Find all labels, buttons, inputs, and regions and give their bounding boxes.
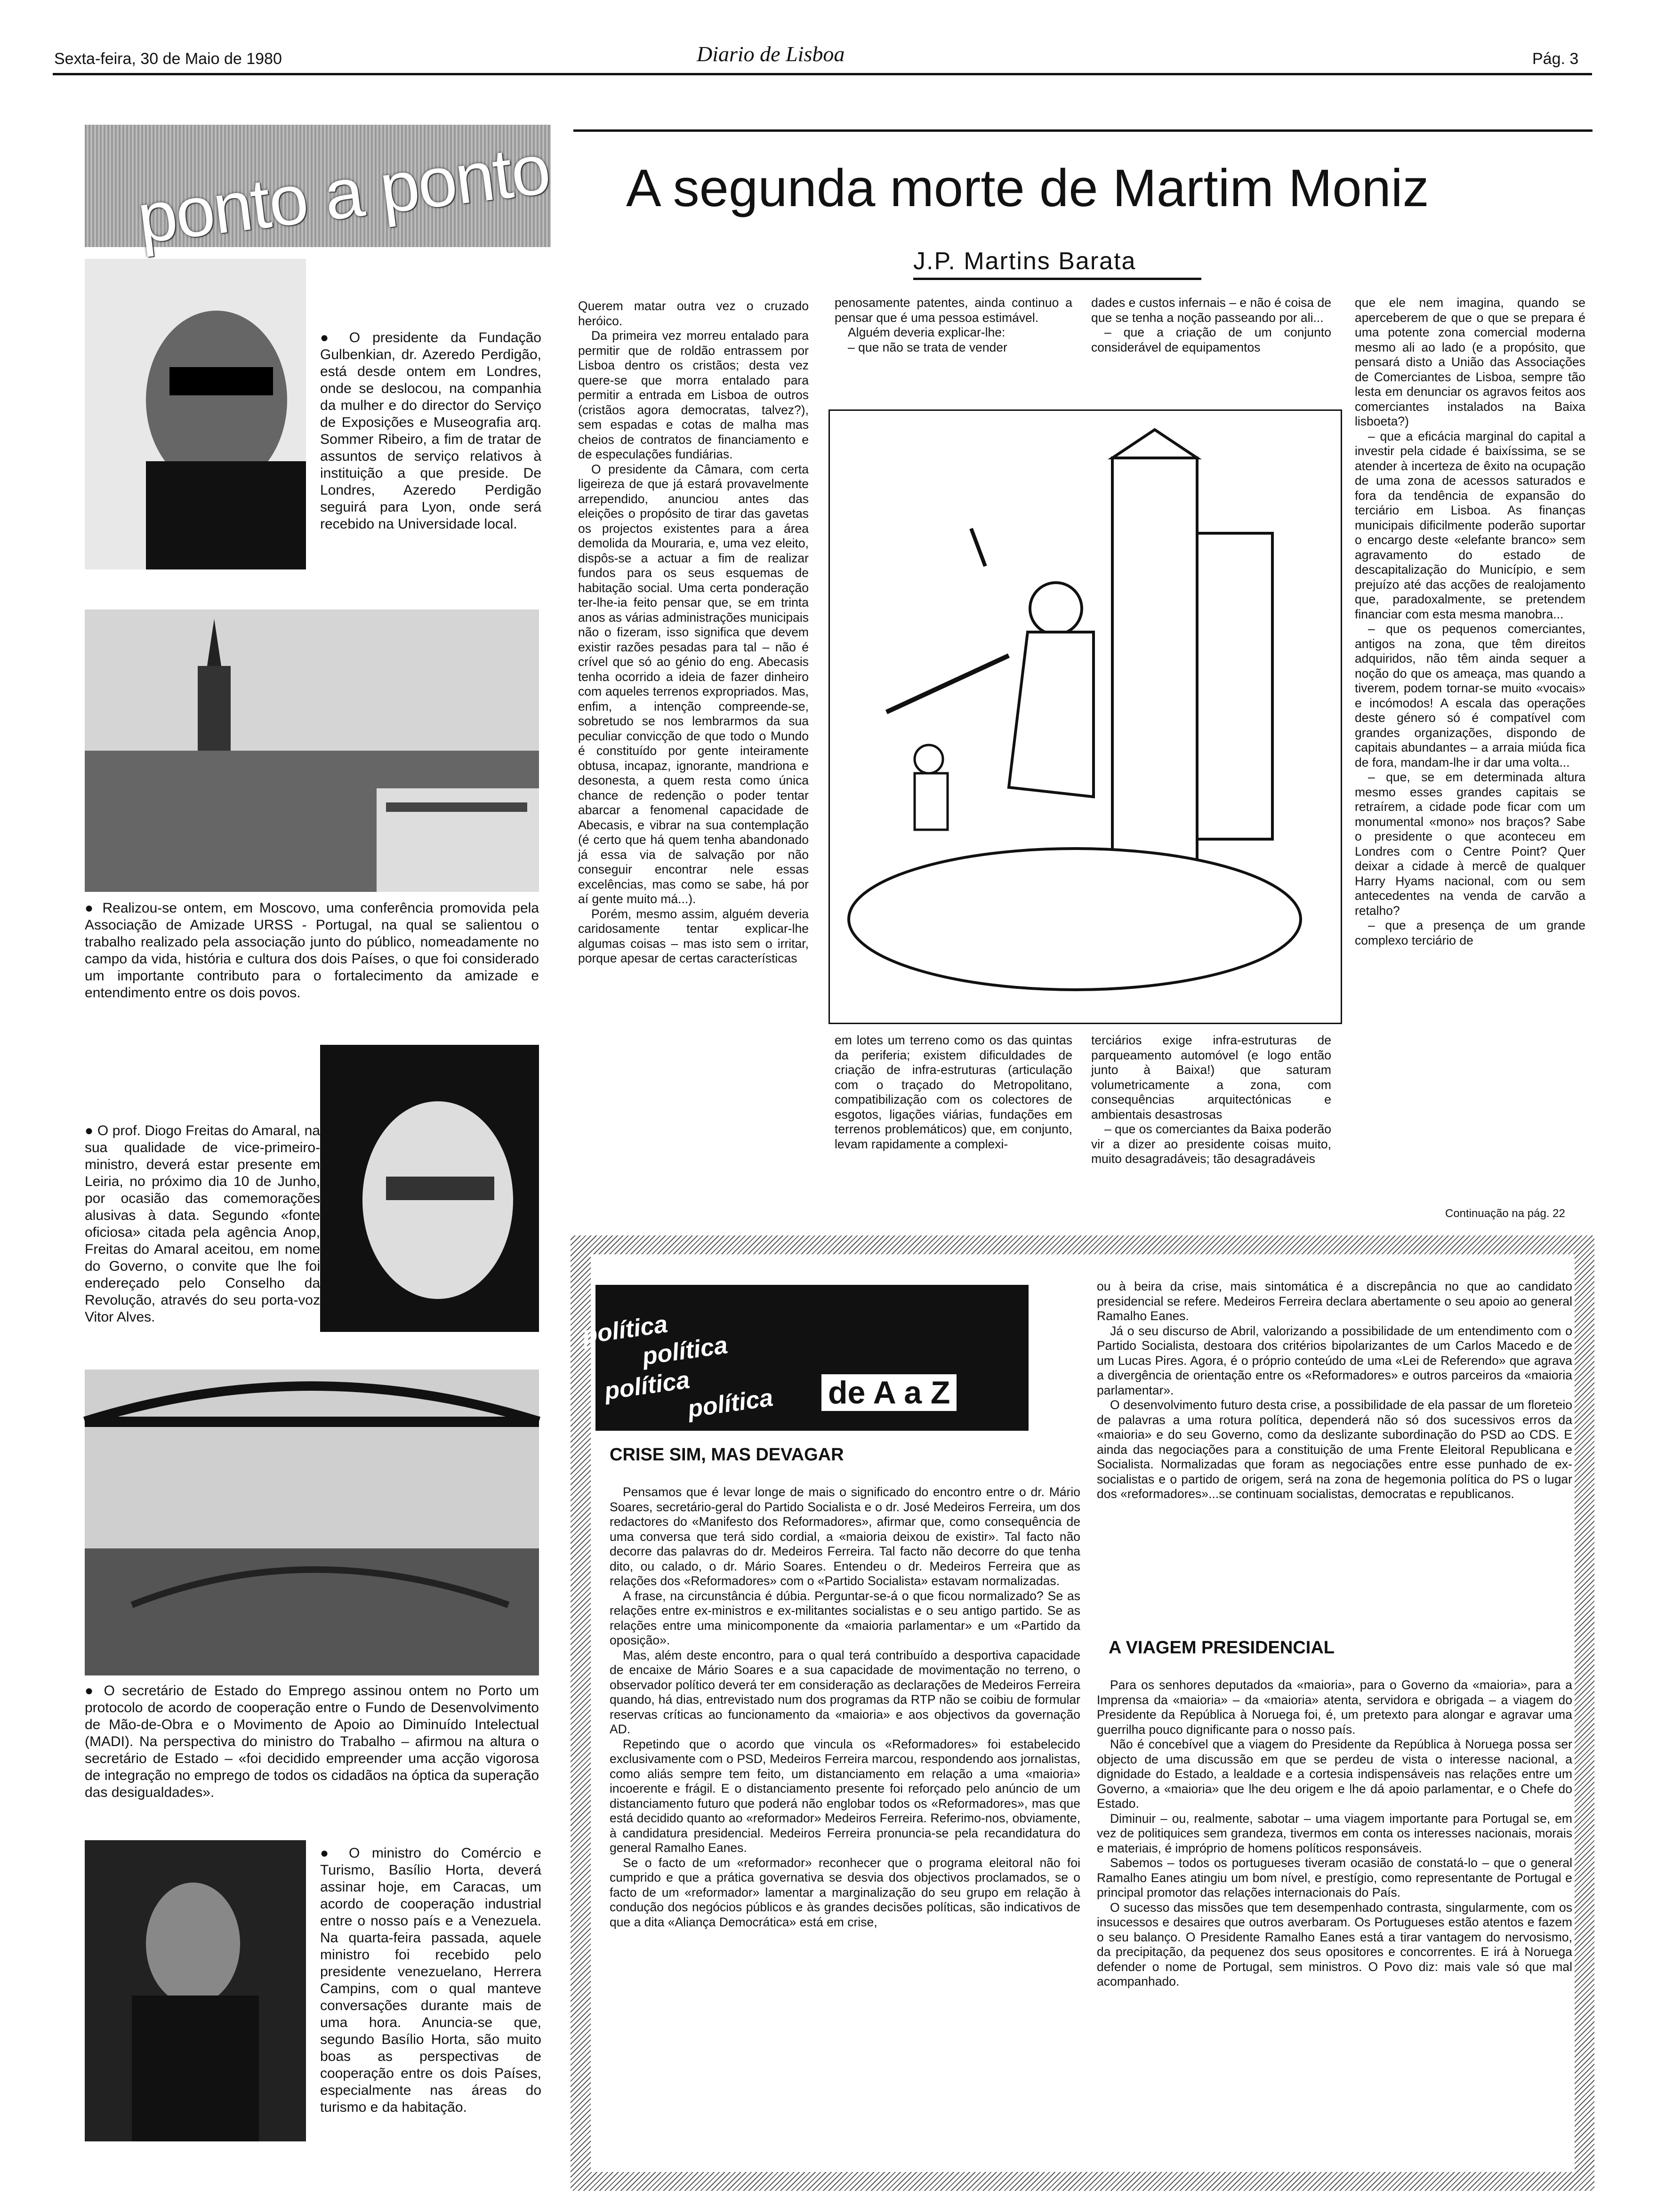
politics-col-b2: Para os senhores deputados da «maioria», para o Governo da «maioria», para a Imprensa da «maioria» – da «maioria» atenta, servidora e obrigada – a viagem do Presidente da República à Noruega foi, é, um pretexto para alongar e agravar uma guerrilha pouco dignificante para o nosso país. Não é concebível que a viagem do Presidente da República à Noruega possa ser objecto de uma discussão em que se perdeu de vista o interesse nacional, a dignidade do Estado, a lealdade e a cortesia indispensáveis nas relações entre um Governo, a «maioria» que lhe deu origem e lhe dá apoio parlamentar, e o Chefe do Estado. Diminuir – ou, realmente, sabotar – uma viagem importante para Portugal se, em vez de politiquices sem grandeza, tivermos em conta os interesses nacionais, morais e materiais, é impróprio de homens políticos responsáveis. Sabemos – todos os portugueses tiveram ocasião de constatá-lo – que o general Ramalho Eanes atingiu um bom nível, e prestígio, como representante de Portugal e principal promotor das relações internacionais do País. O sucesso das missões que tem desempenhado contrasta, singularmente, com os insucessos e desaires que outros averbaram. Os Portugueses estão atentos e fazem o seu balanço. O Presidente Ramalho Eanes está a tirar vantagem do nervosismo, da precipitação, da pequenez dos seus opositores e concorrentes. E irá à Noruega defender o nome de Portugal, sem ministros. O Povo diz: mais vale só que mal acompanhado. [1097, 1678, 1572, 1988]
brief-perdigao: ● O presidente da Fundação Gulbenkian, dr. Azeredo Perdigão, está desde ontem em Londres, onde se deslocou, na companhia da mulher e do director do Serviço de Exposições e Museografia arq. Sommer Ribeiro, a fim de tratar de assuntos de serviço relativos à instituição a que preside. De Londres, Azeredo Perdigão seguirá para Lyon, onde será recebido na Universidade local. [320, 330, 541, 532]
article-col3-top: dades e custos infernais – e não é coisa de que se tenha a noção passeando por ali... – que a criação de um conjunto considerável de equipamentos [1091, 296, 1331, 354]
page-number: Pág. 3 [1532, 50, 1579, 68]
section-logo-text: ponto a ponto [133, 129, 554, 258]
photo-freitas-amaral [320, 1045, 539, 1332]
photo-basilio-horta [85, 1840, 306, 2141]
photo-azeredo-perdigao [85, 259, 306, 569]
brief-emprego: ● O secretário de Estado do Emprego assinou ontem no Porto um protocolo de acordo de cooperação entre o Fundo de Desenvolvimento de Mão-de-Obra e o Movimento de Apoio ao Diminuído Intelectual (MADI). Na perspectiva do ministro do Trabalho – afirmou na altura o secretário de Estado – «foi decidido empreender uma acção vigorosa de integração no emprego de todos os cidadãos na óptica da superação das desigualdades». [85, 1683, 539, 1800]
politics-col-a: Pensamos que é levar longe de mais o significado do encontro entre o dr. Mário Soares, secretário-geral do Partido Socialista e o dr. José Medeiros Ferreira, um dos redactores do «Manifesto dos Reformadores», afirmar que, como consequência de uma conversa que terá sido cordial, a «maioria deixou de existir». Tal facto não decorre das palavras do dr. Medeiros Ferreira. Tal facto não decorre do que tenha dito, ou calado, o dr. Mário Soares. Entendeu o dr. Medeiros Ferreira que as relações dos «Reformadores» com o «Partido Socialista» estavam normalizadas. A frase, na circunstância é dúbia. Perguntar-se-á o que ficou normalizado? Se as relações entre ex-ministros e ex-militantes socialistas e o seu antigo partido. Se as relações entre uma minicomponente da «maioria parlamentar» e um «Partido da oposição». Mas, além deste encontro, para o qual terá contribuído a desportiva capacidade de encaixe de Mário Soares e a sua capacidade de movimentação no terreno, o observador político deverá ter em consideração as declarações de Medeiros Ferreira quando, há dias, entrevistado num dos programas da RTP não se coibiu de formular reservas críticas ao funcionamento da «maioria» e aos objectivos da governação AD. Repetindo que o acordo que vincula os «Reformadores» foi estabelecido exclusivamente com o PSD, Medeiros Ferreira marcou, respondendo aos jornalistas, como aliás sempre tem feito, um distanciamento em relação a uma «maioria» incoerente e frágil. E o distanciamento presente foi reforçado pelo anúncio de um distanciamento futuro que poderá não englobar todos os «Reformadores», mas que está decidido quanto ao «reformador» Medeiros Ferreira. Referimo-nos, obviamente, à candidatura presidencial. Medeiros Ferreira pronuncia-se pela recandidatura do general Ramalho Eanes. Se o facto de um «reformador» reconhecer que o programa eleitoral não foi cumprido e que a prática governativa se desvia dos objectivos proclamados, se o facto de um «reformador» lamentar a marginalização do seu grupo em relação à condução dos negócios públicos e às grandes decisões políticas, são indicativos de que a dita «Aliança Democrática» está em crise, [610, 1485, 1080, 1929]
article-title: A segunda morte de Martim Moniz [626, 159, 1429, 217]
masthead: Diario de Lisboa [697, 42, 845, 66]
article-col1: Querem matar outra vez o cruzado heróico. Da primeira vez morreu entalado para permitir que de roldão entrassem por Lisboa dentro os cristãos; desta vez quere-se que morra entalado para permitir a entrada em Lisboa de outros (cristãos agora democratas, talvez?), sem espadas e cotas de malha mas cheios de contratos de financiamento e de especulações fundiárias. O presidente da Câmara, com certa ligeireza de que já estará provavelmente arrependido, anunciou antes das eleições o propósito de tirar das gavetas os projectos existentes para a área demolida da Mouraria, e, uma vez eleito, dispôs-se a actuar a fim de realizar fundos para os seus esquemas de habitação social. Uma certa ponderação ter-lhe-ia feito pensar que, se em trinta anos as várias administrações municipais não o fizeram, isso significa que devem existir razões pesadas para tal – não é crível que só ao génio do eng. Abecasis tenha ocorrido a ideia de fazer dinheiro com aqueles terrenos expropriados. Mas, enfim, a intenção compreende-se, sobretudo se nos lembrarmos da sua peculiar convicção de que todo o Mundo é constituído por gente inteiramente obtusa, incapaz, ignorante, mandriona e desonesta, a quem resta como única chance de redenção o poder tentar abarcar a fenomenal capacidade de Abecasis, e vibrar na sua contemplação (é certo que há quem tenha abandonado já essa via de salvação por não conseguir encontrar nele essas excelências, mas como se sabe, há por aí gente muito má...). Porém, mesmo assim, alguém deveria caridosamente tentar explicar-lhe algumas coisas – mas isto sem o irritar, porque apesar de certas características [578, 299, 809, 965]
section-logo [85, 125, 554, 258]
politics-logo-word: política [580, 1310, 669, 1350]
heading-viagem: A VIAGEM PRESIDENCIAL [1109, 1638, 1335, 1658]
article-col4: que ele nem imagina, quando se aperceberem de que o que se prepara é uma potente zona comercial moderna mesmo ali ao lado (e a propósito, que pensará disto a União das Associações de Comerciantes de Lisboa, sempre tão lesta em denunciar os agravos feitos aos comerciantes instalados na Baixa lisboeta?) – que a eficácia marginal do capital a investir pela cidade é baixíssima, se se atender à incerteza de êxito na ocupação de uma zona de acessos saturados e fora da tendência de expansão do terciário em Lisboa. As finanças municipais dificilmente poderão suportar o encargo deste «elefante branco» sem agravamento do estado de descapitalização do Município, e sem prejuízo até das acções de realojamento que, paradoxalmente, se pretendem financiar com esta mesma manobra... – que os pequenos comerciantes, antigos na zona, que têm direitos adquiridos, não têm ainda sequer a noção do que os ameaça, mas quando a tiverem, podem tornar-se muito «vocais» e incómodos! A escala das operações deste género só é compatível com grandes organizações, dispondo de capitais abundantes – a arraia miúda fica de fora, mandam-lhe ir dar uma volta... – que, se em determinada altura mesmo esses grandes capitais se retraírem, a cidade pode ficar com um monumental «mono» nos braços? Sabe o presidente o que aconteceu em Londres com o Centre Point? Quer deixar a cidade à mercê de qualquer Harry Hyams nacional, com ou sem antecedentes na venda de carvão a retalho? – que a presença de um grande complexo terciário de [1355, 296, 1585, 947]
brief-moscow: ● Realizou-se ontem, em Moscovo, uma conferência promovida pela Associação de Amizade URSS - Portugal, na qual se salientou o trabalho realizado pela associação junto do público, nomeadamente no campo da vida, história e cultura dos dois Países, o que foi considerado um importante contributo para o fortalecimento da amizade e entendimento entre os dois povos. [85, 900, 539, 1001]
brief-freitas-amaral: ● O prof. Diogo Freitas do Amaral, na sua qualidade de vice-primeiro-ministro, deverá estar presente em Leiria, no próximo dia 10 de Junho, por ocasião das comemorações alusivas à data. Segundo «fonte oficiosa» citada pela agência Anop, Freitas do Amaral aceitou, em nome do Governo, o convite que lhe foi endereçado pelo Conselho da Revolução, através do seu porta-voz Vitor Alves. [85, 1123, 320, 1325]
article-author: J.P. Martins Barata [913, 248, 1136, 275]
article-top-rule [573, 129, 1593, 132]
martim-moniz-cartoon [828, 409, 1342, 1024]
author-rule [913, 278, 1201, 280]
brief-basilio-horta: ● O ministro do Comércio e Turismo, Basílio Horta, deverá assinar hoje, em Caracas, um acordo de cooperação industrial entre o nosso país e a Venezuela. Na quarta-feira passada, aquele ministro foi recebido pelo presidente venezuelano, Herrera Campins, com o qual manteve conversações durante mais de uma hora. Anuncia-se que, segundo Basílio Horta, são muito boas as perspectivas de cooperação entre os dois Países, especialmente nas áreas do turismo e da habitação. [320, 1845, 541, 2115]
header-date: Sexta-feira, 30 de Maio de 1980 [54, 50, 282, 68]
photo-moscow [85, 609, 539, 892]
heading-crise: CRISE SIM, MAS DEVAGAR [610, 1445, 844, 1465]
article-col2-bottom: em lotes um terreno como os das quintas da periferia; existem dificuldades de criação de infra-estruturas (articulação com o traçado do Metropolitano, compatibilização com os colectores de esgotos, ligações viárias, fundações em terrenos problemáticos) que, em conjunto, levam rapidamente a complexi- [835, 1033, 1072, 1151]
politics-logo: política política política política de A a Z [595, 1285, 1029, 1431]
photo-porto-bridge [85, 1370, 539, 1675]
article-col2-top: penosamente patentes, ainda continuo a pensar que é uma pessoa estimável. Alguém deveria explicar-lhe: – que não se trata de vender [835, 296, 1072, 354]
politics-logo-az: de A a Z [821, 1374, 957, 1411]
header-rule [53, 73, 1592, 75]
continuation-note: Continuação na pág. 22 [1445, 1207, 1565, 1220]
politics-col-b: ou à beira da crise, mais sintomática é a discrepância no que ao candidato presidencial se refere. Medeiros Ferreira declara abertamente o seu apoio ao general Ramalho Eanes. Já o seu discurso de Abril, valorizando a possibilidade de um entendimento com o Partido Socialista, destoara dos critérios bipolarizantes de um Carlos Macedo e de um Lucas Pires. Agora, é o próprio conteúdo de uma «Lei de Referendo» que agrava a divergência de orientação entre os «Reformadores» e outros parceiros da «maioria parlamentar». O desenvolvimento futuro desta crise, a possibilidade de ela passar de um floreteio de palavras a uma rotura política, dependerá não só dos sucessivos erros da «maioria» e do seu Governo, como da deslizante subordinação do PSD ao CDS. E ainda das negociações para a constituição de uma Frente Eleitoral Republicana e Socialista. Normalizadas que foram as negociações entre esse punhado de ex-socialistas e o partido de origem, será na zona de hegemonia política do PS o lugar dos «reformadores»...se continuam socialistas, democratas e republicanos. [1097, 1279, 1572, 1501]
article-col3-bottom: terciários exige infra-estruturas de parqueamento automóvel (e logo então junto à Baixa!) que saturam volumetricamente a zona, com consequências arquitectónicas e ambientais desastrosas – que os comerciantes da Baixa poderão vir a dizer ao presidente coisas muito, muito desagradáveis; tão desagradáveis [1091, 1033, 1331, 1166]
